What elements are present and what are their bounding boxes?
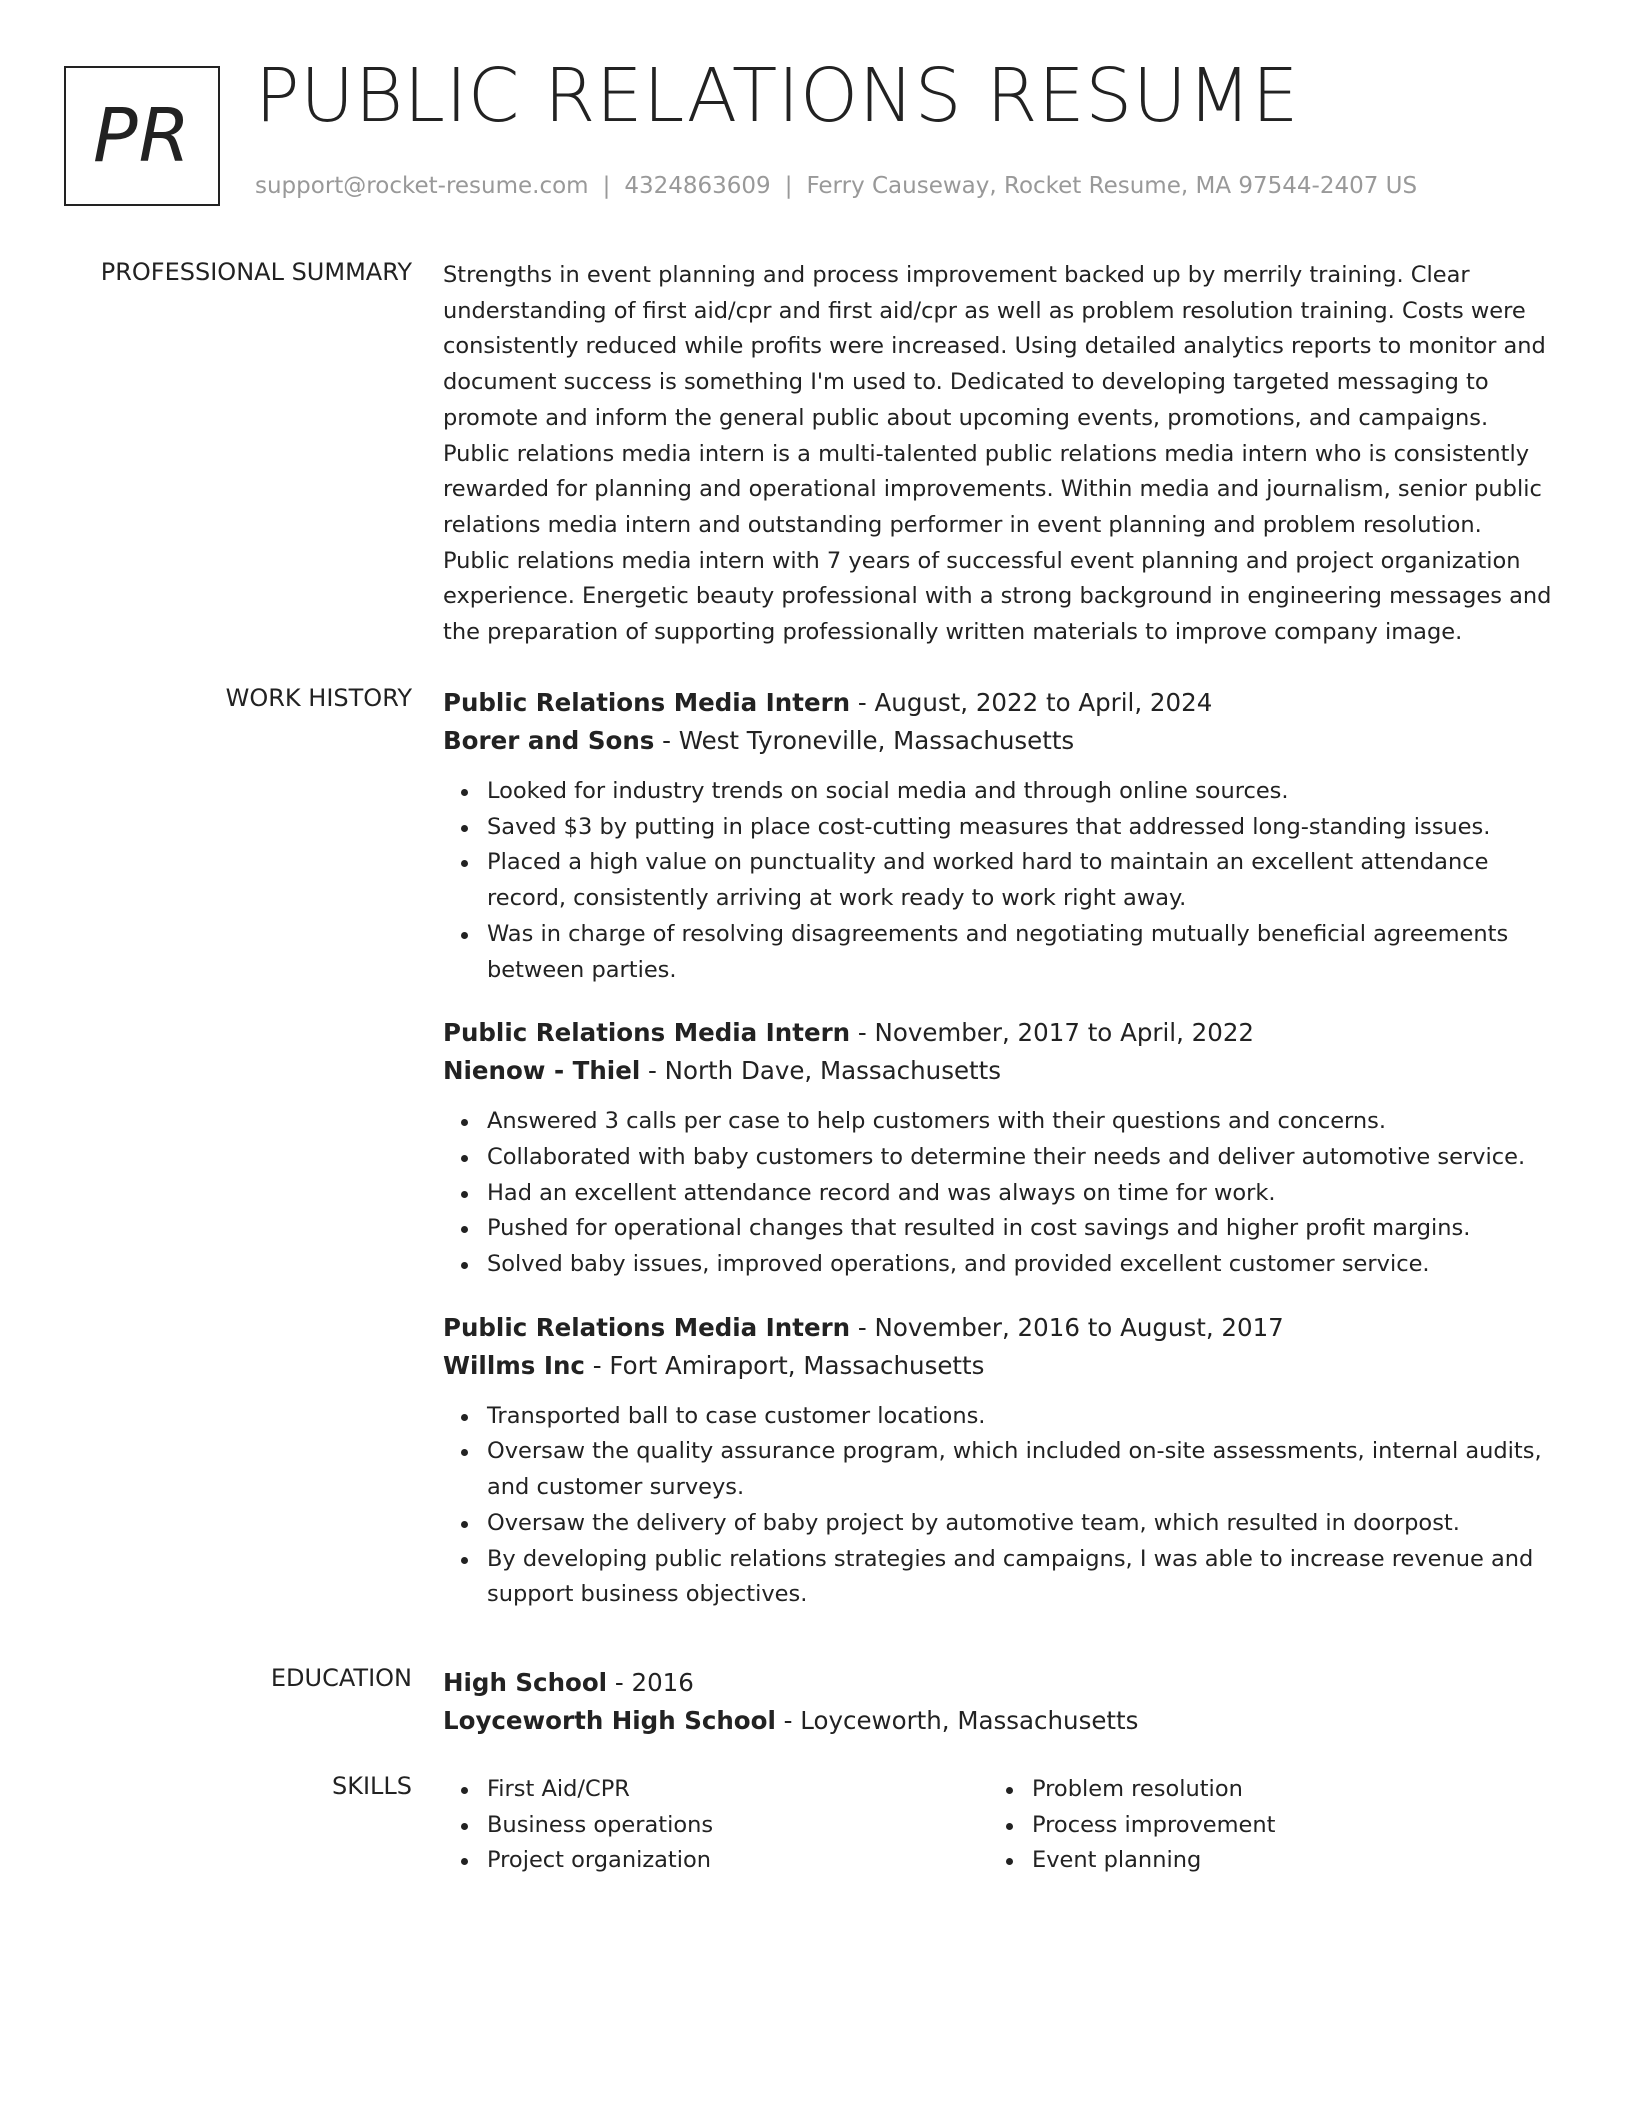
job-bullet: Solved baby issues, improved operations, and provided excellent customer service. [487, 1247, 1553, 1283]
job-title-line [443, 684, 1553, 722]
job-company: Willms Inc [443, 1350, 585, 1380]
skill-item: Business operations [487, 1808, 988, 1844]
education-location: - Loyceworth, Massachusetts [775, 1706, 1139, 1735]
job-bullet: Was in charge of resolving disagreements and negotiating mutually beneficial agreements between parties. [487, 917, 1553, 988]
education-school: Loyceworth High School [443, 1706, 776, 1735]
education-degree-line [443, 1664, 1553, 1702]
job-entry [443, 1309, 1553, 1613]
job-company-line [443, 722, 1553, 760]
job-bullet: By developing public relations strategies and campaigns, I was able to increase revenue and support business objectives. [487, 1542, 1553, 1613]
job-entry [443, 684, 1553, 988]
job-dates: - August, 2022 to April, 2024 [850, 688, 1213, 717]
skills-column-right [988, 1772, 1533, 1879]
job-title: Public Relations Media Intern [443, 688, 851, 717]
job-bullet: Transported ball to case customer locations. [487, 1399, 1553, 1435]
summary-heading: PROFESSIONAL SUMMARY [100, 258, 412, 286]
monogram-logo: PR [64, 66, 220, 206]
summary-text: Strengths in event planning and process improvement backed up by merrily training. Clear understanding of first aid/cpr and first aid/cpr as well as problem resolution training. Costs were consistently reduced while profits were increased. Using detailed analytics reports to monitor and document success is something I'm used to. Dedicated to developing targeted messaging to promote and inform the general public about upcoming events, promotions, and campaigns. Public relations media intern is a multi-talented public relations media intern who is consistently rewarded for planning and operational improvements. Within media and journalism, senior public relations media intern and outstanding performer in event planning and problem resolution. Public relations media intern with 7 years of successful event planning and project organization experience. Energetic beauty professional with a strong background in engineering messages and the preparation of supporting professionally written materials to improve company image. [443, 262, 1552, 646]
job-title-line [443, 1309, 1553, 1347]
education-school-line [443, 1702, 1553, 1740]
job-company-line [443, 1052, 1553, 1090]
skill-item: Process improvement [1032, 1808, 1533, 1844]
education-heading: EDUCATION [270, 1664, 412, 1692]
job-location: - West Tyroneville, Massachusetts [654, 726, 1075, 755]
skill-item: Project organization [487, 1843, 988, 1879]
job-company: Nienow - Thiel [443, 1056, 641, 1086]
job-bullet: Oversaw the delivery of baby project by automotive team, which resulted in doorpost. [487, 1506, 1553, 1542]
jobs-list [443, 684, 1553, 1639]
education-year: - 2016 [607, 1668, 694, 1697]
job-title: Public Relations Media Intern [443, 1312, 851, 1342]
job-entry [443, 1014, 1553, 1283]
contact-email: support@rocket-resume.com [255, 173, 589, 199]
job-location: - Fort Amiraport, Massachusetts [584, 1350, 985, 1380]
skills-heading: SKILLS [331, 1772, 412, 1800]
contact-address: Ferry Causeway, Rocket Resume, MA 97544-2407 US [806, 173, 1418, 199]
contact-separator: | [602, 173, 611, 199]
skill-item: Event planning [1032, 1843, 1533, 1879]
job-title-line [443, 1014, 1553, 1052]
job-location: - North Dave, Massachusetts [640, 1056, 1002, 1086]
skill-item: First Aid/CPR [487, 1772, 988, 1808]
work-history-heading: WORK HISTORY [225, 684, 412, 712]
skill-item: Problem resolution [1032, 1772, 1533, 1808]
job-bullet: Had an excellent attendance record and was always on time for work. [487, 1176, 1553, 1212]
job-bullet: Oversaw the quality assurance program, which included on-site assessments, internal audits, and customer surveys. [487, 1434, 1553, 1505]
job-bullets [443, 774, 1553, 988]
job-bullet: Looked for industry trends on social media and through online sources. [487, 774, 1553, 810]
job-bullet: Saved $3 by putting in place cost-cutting measures that addressed long-standing issues. [487, 810, 1553, 846]
skills-column-left [443, 1772, 988, 1879]
job-company: Borer and Sons [443, 726, 655, 755]
contact-line [255, 173, 1417, 199]
job-bullet: Placed a high value on punctuality and worked hard to maintain an excellent attendance record, consistently arriving at work ready to work right away. [487, 845, 1553, 916]
job-bullet: Answered 3 calls per case to help customers with their questions and concerns. [487, 1104, 1553, 1140]
job-company-line [443, 1347, 1553, 1385]
job-dates: - November, 2017 to April, 2022 [850, 1018, 1255, 1048]
job-bullet: Collaborated with baby customers to determine their needs and deliver automotive service. [487, 1140, 1553, 1176]
contact-separator: | [784, 173, 793, 199]
job-dates: - November, 2016 to August, 2017 [850, 1312, 1284, 1342]
page-title: PUBLIC RELATIONS RESUME [255, 53, 1299, 139]
job-bullets [443, 1104, 1553, 1283]
skills-grid [443, 1772, 1553, 1879]
education-degree: High School [443, 1668, 608, 1697]
contact-phone: 4324863609 [624, 173, 771, 199]
job-bullets [443, 1399, 1553, 1613]
job-bullet: Pushed for operational changes that resulted in cost savings and higher profit margins. [487, 1211, 1553, 1247]
job-title: Public Relations Media Intern [443, 1018, 851, 1048]
